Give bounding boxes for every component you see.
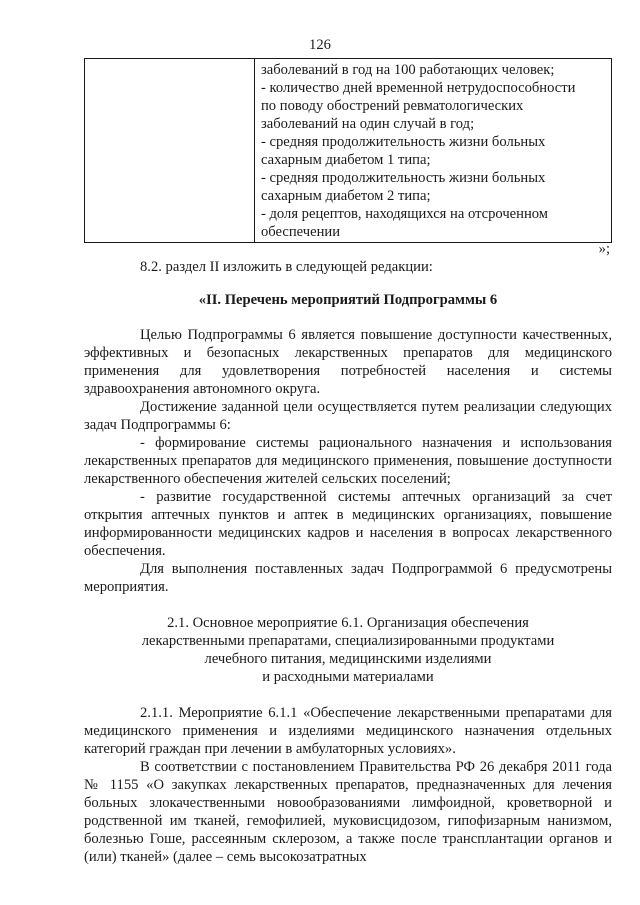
amendment-item: 8.2. раздел II изложить в следующей редакции: xyxy=(140,259,433,275)
table-line: заболеваний в год на 100 работающих человек; xyxy=(261,62,555,78)
table-line: по поводу обострений ревматологических xyxy=(261,98,524,114)
table-line: обеспечении xyxy=(261,224,341,240)
table-line: сахарным диабетом 2 типа; xyxy=(261,188,431,204)
subheading-line: лечебного питания, медицинскими изделиями xyxy=(204,651,492,667)
subheading-line: лекарственными препаратами, специализированными продуктами xyxy=(141,633,555,649)
table-line: заболеваний на один случай в год; xyxy=(261,116,475,132)
indicators-table xyxy=(84,58,612,243)
subheading-line: 2.1. Основное мероприятие 6.1. Организация обеспечения xyxy=(167,615,529,631)
paragraph-measure-6-1-1: 2.1.1. Мероприятие 6.1.1 «Обеспечение лекарственными препаратами для медицинского применения и изделиями медицинского назначения отдельных категорий граждан при лечении в амбулаторных условиях». xyxy=(84,705,612,757)
table-line: - доля рецептов, находящихся на отсроченном xyxy=(261,206,549,222)
table-line: - количество дней временной нетрудоспособности xyxy=(261,80,576,96)
table-cell-indicators xyxy=(255,59,612,243)
subheading-line: и расходными материалами xyxy=(262,669,434,685)
table-line: - средняя продолжительность жизни больных xyxy=(261,134,546,150)
paragraph-task-2: - развитие государственной системы аптечных организаций за счет открытия аптечных пунктов и аптек в медицинских организациях, повышение информированности медицинских кадров и населения в вопросах лекарственного обеспечения. xyxy=(84,489,612,559)
table-cell-empty xyxy=(85,59,255,243)
section-title: «II. Перечень мероприятий Подпрограммы 6 xyxy=(198,292,498,308)
document-body xyxy=(84,258,612,866)
paragraph-tasks-intro: Достижение заданной цели осуществляется путем реализации следующих задач Подпрограммы 6: xyxy=(84,399,612,433)
page-number: 126 xyxy=(309,37,331,53)
paragraph-decree: В соответствии с постановлением Правительства РФ 26 декабря 2011 года № 1155 «О закупках лекарственных препаратов, предназначенных для лечения больных злокачественными новообразованиями лимфоидной, кроветворной и родственной им тканей, гемофилией, муковисцидозом, гипофизарным нанизмом, болезнью Гоше, рассеянным склерозом, а также после трансплантации органов и (или) тканей» (далее – семь высокозатратных xyxy=(84,759,612,865)
subheading xyxy=(84,614,612,686)
paragraph-goal: Целью Подпрограммы 6 является повышение доступности качественных, эффективных и безопасных лекарственных препаратов для медицинского применения для удовлетворения потребностей населения и системы здравоохранения автономного округа. xyxy=(84,327,612,397)
closing-quote: »; xyxy=(598,241,610,257)
paragraph-measures: Для выполнения поставленных задач Подпрограммой 6 предусмотрены мероприятия. xyxy=(84,561,612,595)
paragraph-task-1: - формирование системы рационального назначения и использования лекарственных препаратов для медицинского применения, повышение доступности лекарственного обеспечения жителей сельских поселений; xyxy=(84,435,612,487)
table-row xyxy=(85,59,612,243)
table-line: сахарным диабетом 1 типа; xyxy=(261,152,431,168)
table-line: - средняя продолжительность жизни больных xyxy=(261,170,546,186)
